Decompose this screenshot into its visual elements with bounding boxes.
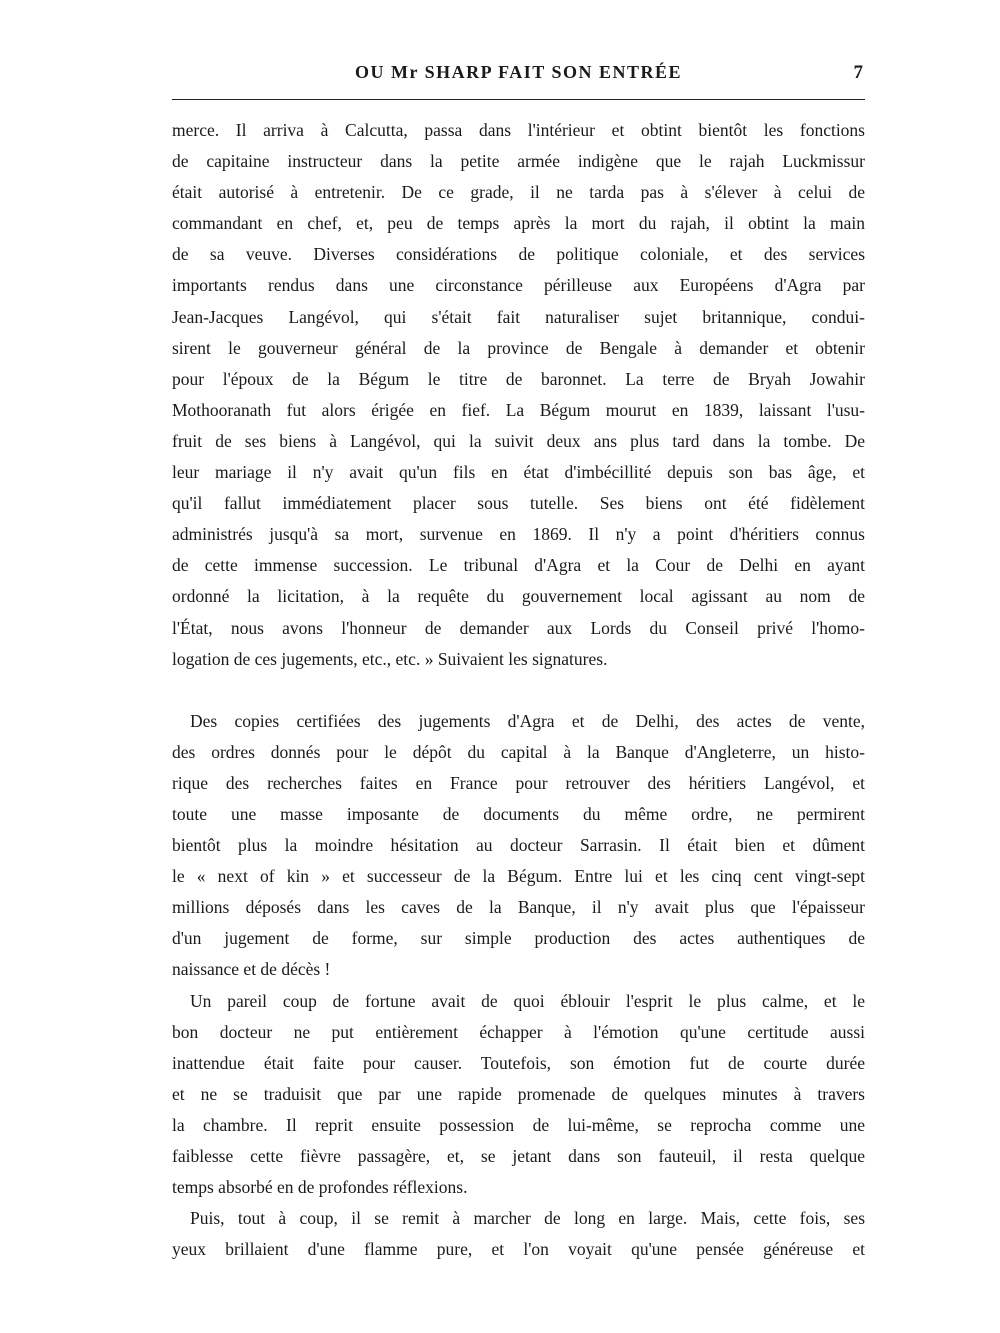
- text-line: l'État, nous avons l'honneur de demander aux Lords du Conseil privé l'homo-: [172, 617, 865, 638]
- text-line: naissance et de décès !: [172, 959, 331, 980]
- header-rule: [172, 99, 865, 100]
- paragraph-gap: [172, 675, 865, 706]
- text-line: Puis, tout à coup, il se remit à marcher de long en large. Mais, cette fois, ses: [190, 1208, 865, 1229]
- text-line: pour l'époux de la Bégum le titre de baronnet. La terre de Bryah Jowahir: [172, 368, 865, 389]
- text-line: Mothooranath fut alors érigée en fief. La Bégum mourut en 1839, laissant l'usu-: [172, 399, 865, 420]
- text-line: bientôt plus la moindre hésitation au docteur Sarrasin. Il était bien et dûment: [172, 835, 865, 856]
- text-line: importants rendus dans une circonstance périlleuse aux Européens d'Agra par: [172, 275, 865, 296]
- running-header: [172, 62, 865, 92]
- text-line: Des copies certifiées des jugements d'Agra et de Delhi, des actes de vente,: [190, 710, 865, 731]
- text-line: de cette immense succession. Le tribunal d'Agra et la Cour de Delhi en ayant: [172, 555, 865, 576]
- text-line: bon docteur ne put entièrement échapper à l'émotion qu'une certitude aussi: [172, 1021, 865, 1042]
- text-line: fruit de ses biens à Langévol, qui la suivit deux ans plus tard dans la tombe. De: [172, 430, 865, 451]
- text-line: faiblesse cette fièvre passagère, et, se jetant dans son fauteuil, il resta quelque: [172, 1146, 865, 1166]
- text-line: ordonné la licitation, à la requête du gouvernement local agissant au nom de: [172, 586, 865, 607]
- text-line: de sa veuve. Diverses considérations de politique coloniale, et des services: [172, 244, 865, 265]
- text-line: merce. Il arriva à Calcutta, passa dans l'intérieur et obtint bientôt les fonctions: [172, 120, 865, 140]
- page-number: 7: [853, 62, 863, 83]
- text-line: toute une masse imposante de documents du même ordre, ne permirent: [172, 803, 865, 824]
- text-line: le « next of kin » et successeur de la Bégum. Entre lui et les cinq cent vingt-sept: [172, 866, 865, 887]
- text-line: et ne se traduisit que par une rapide promenade de quelques minutes à travers: [172, 1083, 865, 1104]
- paragraph: [172, 115, 865, 675]
- page-body: [172, 115, 865, 1265]
- text-line: était autorisé à entretenir. De ce grade, il ne tarda pas à s'élever à celui de: [172, 182, 865, 203]
- running-title: OU Mr SHARP FAIT SON ENTRÉE: [354, 62, 683, 82]
- text-line: millions déposés dans les caves de la Banque, il n'y avait plus que l'épaisseur: [172, 897, 865, 918]
- text-line: temps absorbé en de profondes réflexions.: [172, 1177, 468, 1198]
- text-line: la chambre. Il reprit ensuite possession de lui-même, se reprocha comme une: [172, 1114, 865, 1135]
- text-line: commandant en chef, et, peu de temps après la mort du rajah, il obtint la main: [172, 213, 865, 234]
- paragraph: [172, 986, 865, 1204]
- text-line: de capitaine instructeur dans la petite armée indigène que le rajah Luckmissur: [172, 151, 865, 172]
- text-line: logation de ces jugements, etc., etc. » Suivaient les signatures.: [172, 648, 608, 669]
- text-line: des ordres donnés pour le dépôt du capital à la Banque d'Angleterre, un histo-: [172, 741, 865, 762]
- paragraph: [172, 1203, 865, 1265]
- text-line: Un pareil coup de fortune avait de quoi éblouir l'esprit le plus calme, et le: [190, 990, 865, 1011]
- text-line: rique des recherches faites en France pour retrouver des héritiers Langévol, et: [172, 772, 865, 793]
- paragraph: [172, 706, 865, 986]
- text-line: yeux brillaient d'une flamme pure, et l'on voyait qu'une pensée généreuse et: [172, 1239, 865, 1260]
- text-line: inattendue était faite pour causer. Toutefois, son émotion fut de courte durée: [172, 1052, 865, 1073]
- text-line: sirent le gouverneur général de la province de Bengale à demander et obtenir: [172, 337, 865, 358]
- text-line: qu'il fallut immédiatement placer sous tutelle. Ses biens ont été fidèlement: [172, 493, 865, 514]
- text-line: d'un jugement de forme, sur simple production des actes authentiques de: [172, 928, 865, 949]
- text-line: leur mariage il n'y avait qu'un fils en état d'imbécillité depuis son bas âge, et: [172, 462, 865, 483]
- text-line: Jean-Jacques Langévol, qui s'était fait naturaliser sujet britannique, condui-: [172, 306, 865, 327]
- text-line: administrés jusqu'à sa mort, survenue en 1869. Il n'y a point d'héritiers connus: [172, 524, 865, 545]
